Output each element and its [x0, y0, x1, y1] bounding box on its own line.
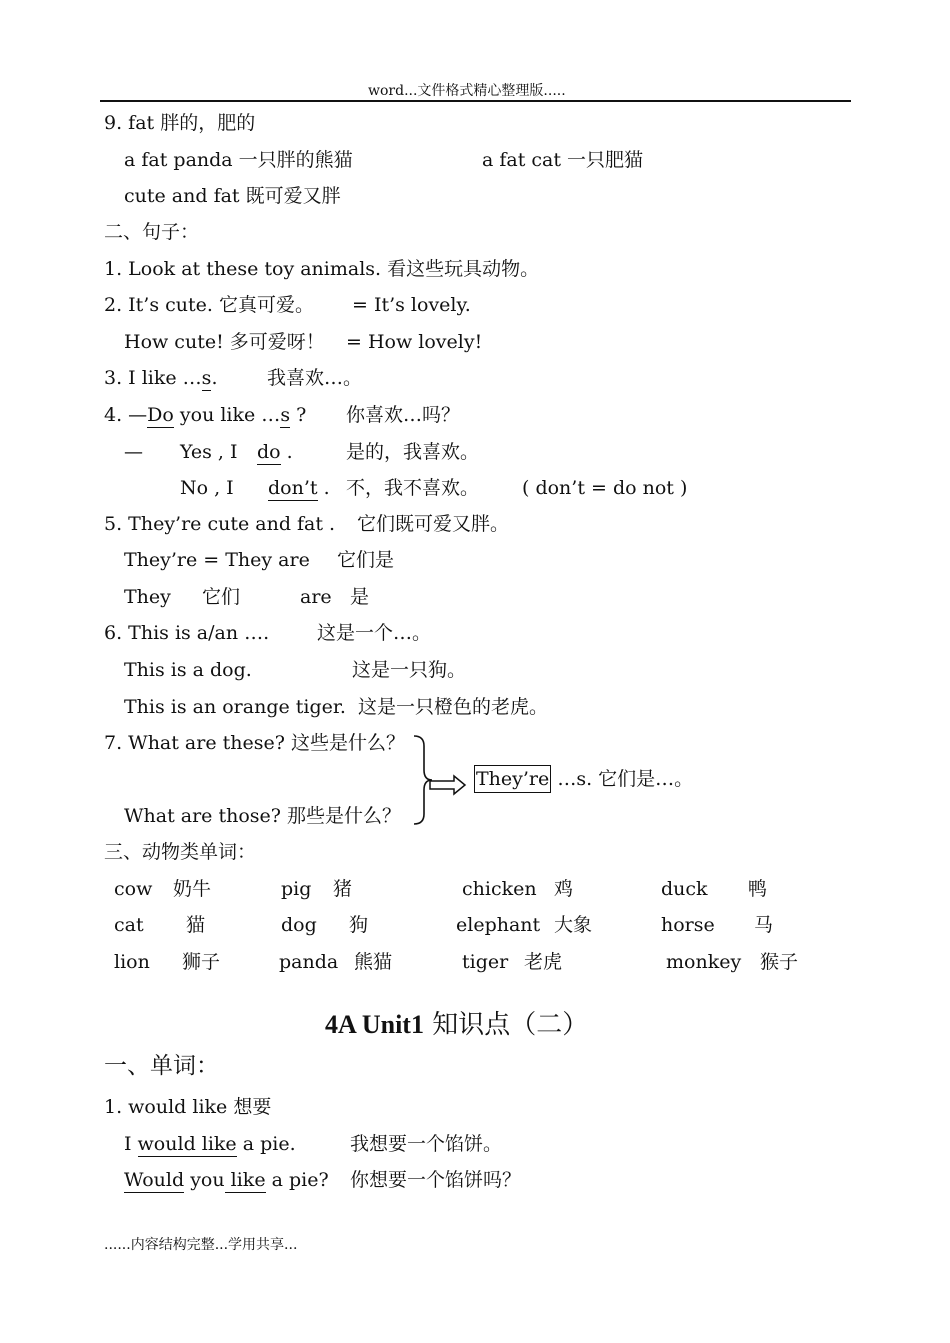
section-heading-sentences: 二、句子：: [104, 221, 200, 243]
word-would-like: 1. would like 想要: [104, 1096, 272, 1118]
animal-cn: 鸡: [554, 878, 574, 900]
animal-cn: 马: [754, 914, 774, 936]
animal-en: horse: [661, 914, 715, 936]
animal-en: pig: [281, 878, 312, 900]
example-would-like-question: Would you like a pie?: [124, 1169, 329, 1191]
animal-en: dog: [281, 914, 317, 936]
vocab-example: a fat panda 一只胖的熊猫: [124, 149, 353, 171]
animal-en: lion: [114, 951, 150, 973]
animal-en: cow: [114, 878, 153, 900]
sentence-7-answer: They’re …s. 它们是…。: [474, 770, 693, 789]
sentence-7-q1: 7. What are these? 这些是什么？: [104, 732, 405, 754]
answer-yes-cn: 是的，我喜欢。: [346, 441, 480, 463]
sentence-2-line2: How cute! 多可爱呀！: [124, 331, 325, 353]
answer-note: ( don’t = do not ): [522, 477, 688, 499]
section-heading-animals: 三、动物类单词：: [104, 841, 257, 863]
animal-cn: 猴子: [760, 951, 799, 973]
sentence-2-alt: = It’s lovely.: [352, 294, 471, 316]
answer-no-cn: 不，我不喜欢。: [346, 477, 480, 499]
page-footer: ......内容结构完整...学用共享...: [104, 1237, 298, 1253]
arrow-right-icon: [428, 774, 468, 796]
vocab-item-fat: 9. fat 胖的，肥的: [104, 112, 256, 134]
sentence-3-cn: 我喜欢…。: [267, 367, 363, 389]
answer-yes-blank: do .: [257, 441, 293, 463]
sentence-7-q2: What are those? 那些是什么？: [124, 805, 401, 827]
unit-title: 4A Unit1 知识点（二）: [325, 1010, 589, 1040]
animal-cn: 熊猫: [354, 951, 393, 973]
animal-cn: 老虎: [524, 951, 563, 973]
header-rule: [100, 100, 851, 102]
sentence-2-line2-alt: = How lovely!: [346, 331, 483, 353]
answer-dash: —: [124, 441, 143, 463]
word-are-cn: 是: [350, 586, 370, 608]
section-heading-words: 一、单词：: [104, 1053, 219, 1079]
page-header: word...文件格式精心整理版.....: [368, 83, 566, 99]
sentence-1: 1. Look at these toy animals. 看这些玩具动物。: [104, 258, 540, 280]
example-question-cn: 你想要一个馅饼吗？: [350, 1169, 522, 1191]
animal-cn: 大象: [554, 914, 593, 936]
sentence-5-note-cn: 它们是: [337, 549, 395, 571]
animal-en: chicken: [462, 878, 537, 900]
animal-cn: 狗: [349, 914, 369, 936]
answer-no: No , I: [180, 477, 234, 499]
word-are: are: [300, 586, 332, 608]
sentence-6-cn: 这是一个…。: [317, 622, 432, 644]
animal-en: tiger: [462, 951, 509, 973]
sentence-2: 2. It’s cute. 它真可爱。: [104, 294, 314, 316]
animal-en: elephant: [456, 914, 541, 936]
sentence-3: 3. I like …s.: [104, 367, 218, 389]
sentence-6: 6. This is a∕an ….: [104, 622, 270, 644]
answer-yes: Yes , I: [180, 441, 238, 463]
animal-en: panda: [279, 951, 339, 973]
animal-en: duck: [661, 878, 708, 900]
answer-no-blank: don’t .: [268, 477, 330, 499]
example-would-like-statement: I would like a pie.: [124, 1133, 296, 1155]
sentence-6-ex1-cn: 这是一只狗。: [352, 659, 467, 681]
sentence-6-ex1: This is a dog.: [124, 659, 252, 681]
sentence-4-question-cn: 你喜欢…吗？: [346, 404, 461, 426]
example-statement-cn: 我想要一个馅饼。: [350, 1133, 503, 1155]
sentence-5: 5. They’re cute and fat .: [104, 513, 336, 535]
sentence-6-ex2-cn: 这是一只橙色的老虎。: [358, 696, 549, 718]
sentence-4-question: 4. —Do you like …s ?: [104, 404, 307, 426]
animal-cn: 奶牛: [173, 878, 212, 900]
animal-en: cat: [114, 914, 144, 936]
animal-cn: 鸭: [748, 878, 768, 900]
word-they: They: [124, 586, 171, 608]
vocab-example: cute and fat 既可爱又胖: [124, 185, 341, 207]
vocab-example: a fat cat 一只肥猫: [482, 149, 644, 171]
sentence-5-note: They’re = They are: [124, 549, 310, 571]
animal-cn: 狮子: [182, 951, 221, 973]
sentence-6-ex2: This is an orange tiger.: [124, 696, 346, 718]
animal-en: monkey: [666, 951, 742, 973]
sentence-5-cn: 它们既可爱又胖。: [357, 513, 510, 535]
animal-cn: 猪: [333, 878, 353, 900]
animal-cn: 猫: [186, 914, 206, 936]
word-they-cn: 它们: [202, 586, 241, 608]
